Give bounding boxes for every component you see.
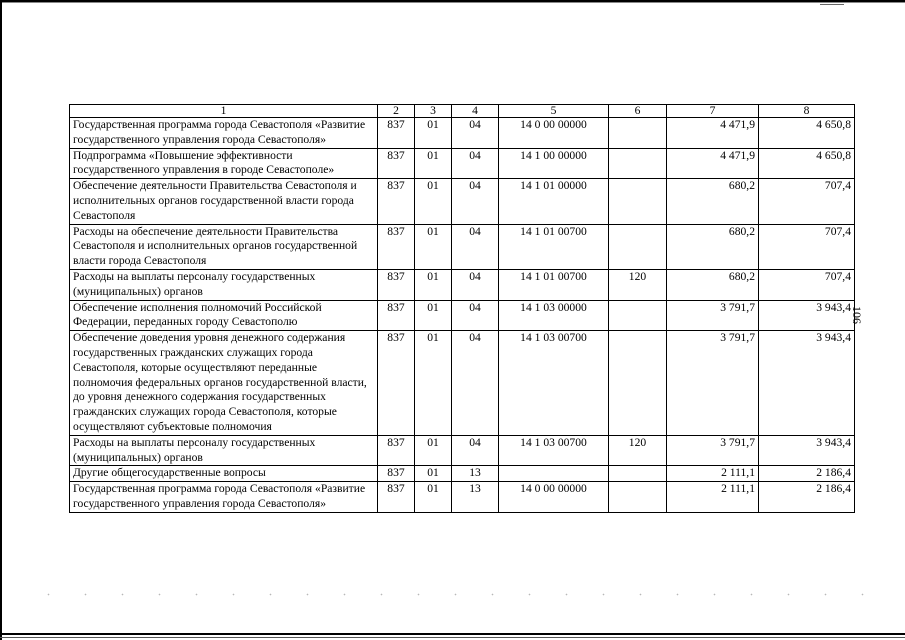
cell-podrazdel: 04 — [452, 224, 499, 269]
cell-vr — [609, 482, 667, 513]
cell-podrazdel: 04 — [452, 300, 499, 331]
cell-csr: 14 1 00 00000 — [499, 148, 609, 179]
table-row — [70, 435, 855, 466]
cell-ved: 837 — [378, 148, 415, 179]
cell-ved: 837 — [378, 179, 415, 224]
cell-csr: 14 0 00 00000 — [499, 482, 609, 513]
cell-vr — [609, 148, 667, 179]
cell-sum-year-2: 3 943,4 — [759, 435, 855, 466]
scan-edge-bottom-shadow — [0, 637, 905, 638]
header-col-8: 8 — [759, 105, 855, 118]
table-row — [70, 269, 855, 300]
table-row — [70, 466, 855, 482]
scan-edge-top-shadow — [0, 2, 905, 3]
cell-razdel: 01 — [415, 300, 452, 331]
cell-sum-year-2: 707,4 — [759, 224, 855, 269]
scan-noise — [30, 593, 870, 596]
cell-csr: 14 1 01 00000 — [499, 179, 609, 224]
cell-sum-year-2: 4 650,8 — [759, 118, 855, 149]
table-row — [70, 300, 855, 331]
budget-table — [69, 104, 855, 513]
cell-sum-year-1: 4 471,9 — [667, 148, 759, 179]
header-col-4: 4 — [452, 105, 499, 118]
cell-razdel: 01 — [415, 224, 452, 269]
cell-razdel: 01 — [415, 435, 452, 466]
cell-sum-year-1: 3 791,7 — [667, 331, 759, 436]
cell-name: Государственная программа города Севастополя «Развитие государственного управления города Севастополя» — [70, 118, 378, 149]
cell-sum-year-1: 2 111,1 — [667, 466, 759, 482]
cell-podrazdel: 13 — [452, 482, 499, 513]
cell-podrazdel: 04 — [452, 269, 499, 300]
cell-razdel: 01 — [415, 148, 452, 179]
table-row — [70, 179, 855, 224]
table-row — [70, 118, 855, 149]
cell-csr: 14 1 03 00000 — [499, 300, 609, 331]
cell-razdel: 01 — [415, 331, 452, 436]
cell-sum-year-2: 707,4 — [759, 269, 855, 300]
cell-ved: 837 — [378, 224, 415, 269]
cell-sum-year-2: 4 650,8 — [759, 148, 855, 179]
cell-vr — [609, 300, 667, 331]
header-col-7: 7 — [667, 105, 759, 118]
table-row — [70, 224, 855, 269]
table-row — [70, 482, 855, 513]
cell-csr: 14 0 00 00000 — [499, 118, 609, 149]
cell-vr — [609, 179, 667, 224]
cell-podrazdel: 13 — [452, 466, 499, 482]
cell-name: Расходы на выплаты персоналу государственных (муниципальных) органов — [70, 269, 378, 300]
cell-vr — [609, 224, 667, 269]
cell-name: Обеспечение доведения уровня денежного содержания государственных гражданских служащих города Севастополя, которые осуществляют переданные полномочия федеральных органов государственной власти, до уровня денежного содержания государственных гражданских служащих города Севастополя, которые осуществляют субъектовые полномочия — [70, 331, 378, 436]
cell-vr — [609, 118, 667, 149]
cell-razdel: 01 — [415, 118, 452, 149]
cell-sum-year-2: 2 186,4 — [759, 482, 855, 513]
cell-sum-year-1: 680,2 — [667, 269, 759, 300]
cell-sum-year-2: 3 943,4 — [759, 331, 855, 436]
cell-ved: 837 — [378, 466, 415, 482]
scan-mark — [820, 4, 844, 5]
cell-sum-year-1: 2 111,1 — [667, 482, 759, 513]
cell-name: Расходы на обеспечение деятельности Правительства Севастополя и исполнительных органов государственной власти города Севастополя — [70, 224, 378, 269]
cell-sum-year-1: 680,2 — [667, 179, 759, 224]
cell-razdel: 01 — [415, 179, 452, 224]
cell-sum-year-1: 4 471,9 — [667, 118, 759, 149]
cell-name: Государственная программа города Севастополя «Развитие государственного управления города Севастополя» — [70, 482, 378, 513]
cell-sum-year-1: 3 791,7 — [667, 300, 759, 331]
cell-razdel: 01 — [415, 269, 452, 300]
cell-vr: 120 — [609, 435, 667, 466]
header-col-2: 2 — [378, 105, 415, 118]
cell-podrazdel: 04 — [452, 118, 499, 149]
scan-edge-bottom — [0, 633, 905, 635]
cell-name: Обеспечение деятельности Правительства Севастополя и исполнительных органов государственной власти города Севастополя — [70, 179, 378, 224]
table-row — [70, 148, 855, 179]
cell-csr — [499, 466, 609, 482]
cell-podrazdel: 04 — [452, 331, 499, 436]
table-row — [70, 331, 855, 436]
cell-ved: 837 — [378, 300, 415, 331]
cell-razdel: 01 — [415, 466, 452, 482]
header-col-3: 3 — [415, 105, 452, 118]
cell-ved: 837 — [378, 435, 415, 466]
cell-ved: 837 — [378, 269, 415, 300]
header-col-1: 1 — [70, 105, 378, 118]
cell-vr: 120 — [609, 269, 667, 300]
cell-podrazdel: 04 — [452, 179, 499, 224]
cell-sum-year-1: 680,2 — [667, 224, 759, 269]
cell-podrazdel: 04 — [452, 148, 499, 179]
cell-name: Подпрограмма «Повышение эффективности государственного управления в городе Севастополе» — [70, 148, 378, 179]
cell-sum-year-1: 3 791,7 — [667, 435, 759, 466]
cell-sum-year-2: 2 186,4 — [759, 466, 855, 482]
cell-name: Обеспечение исполнения полномочий Российской Федерации, переданных городу Севастополю — [70, 300, 378, 331]
cell-ved: 837 — [378, 331, 415, 436]
cell-name: Расходы на выплаты персоналу государственных (муниципальных) органов — [70, 435, 378, 466]
scan-edge-left — [0, 0, 2, 640]
cell-vr — [609, 331, 667, 436]
cell-csr: 14 1 03 00700 — [499, 435, 609, 466]
cell-csr: 14 1 01 00700 — [499, 269, 609, 300]
cell-name: Другие общегосударственные вопросы — [70, 466, 378, 482]
cell-sum-year-2: 707,4 — [759, 179, 855, 224]
page-number: 106 — [850, 306, 864, 324]
cell-csr: 14 1 03 00700 — [499, 331, 609, 436]
header-col-6: 6 — [609, 105, 667, 118]
cell-podrazdel: 04 — [452, 435, 499, 466]
cell-razdel: 01 — [415, 482, 452, 513]
table-header-row — [70, 105, 855, 118]
cell-vr — [609, 466, 667, 482]
cell-ved: 837 — [378, 482, 415, 513]
cell-ved: 837 — [378, 118, 415, 149]
cell-sum-year-2: 3 943,4 — [759, 300, 855, 331]
header-col-5: 5 — [499, 105, 609, 118]
cell-csr: 14 1 01 00700 — [499, 224, 609, 269]
